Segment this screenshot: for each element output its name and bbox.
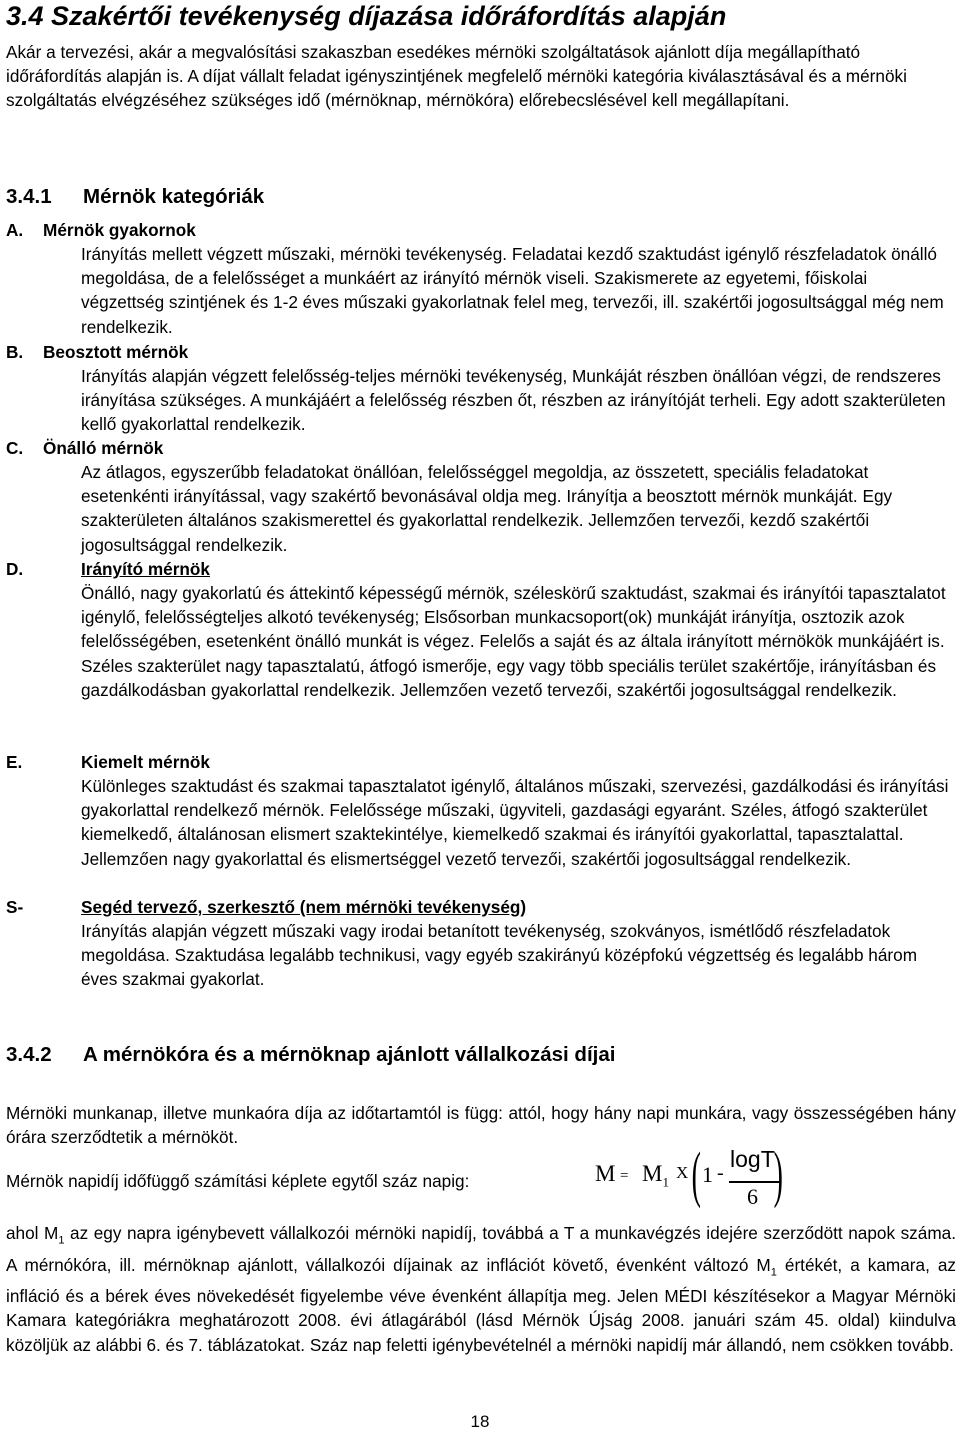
formula-m1: $M_1$ xyxy=(642,1161,669,1190)
formula-paren-left: ( xyxy=(691,1141,701,1209)
category-letter-d: D. xyxy=(6,559,24,579)
page-number: 18 xyxy=(470,1412,490,1431)
category-letter-e: E. xyxy=(6,752,23,772)
subsection-title: A mérnökóra és a mérnöknap ajánlott vállalkozási díjai xyxy=(83,1043,616,1066)
subsection-heading-3-4-1 xyxy=(6,184,264,210)
category-title-s: Segéd tervező, szerkesztő (nem mérnöki tevékenység) xyxy=(81,897,527,917)
formula-lhs: M xyxy=(595,1161,616,1186)
section-title: 3.4 Szakértői tevékenység díjazása időráfordítás alapján xyxy=(6,1,727,31)
subsection-heading-3-4-2 xyxy=(6,1042,615,1068)
formula-numerator: logT xyxy=(730,1146,775,1172)
formula-minus: - xyxy=(717,1162,724,1184)
category-body-s: Irányítás alapján végzett műszaki vagy irodai betanított tevékenység, szokványos, ismétlődő részfeladatok megoldása. Szaktudása legalább technikusi, vagy egyéb szakirányú középfokú végzettség és legalább három éves szakmai gyakorlat. xyxy=(81,921,918,990)
formula-paren-right: ) xyxy=(773,1141,783,1209)
category-letter-a: A. xyxy=(6,220,24,240)
formula-denominator: 6 xyxy=(747,1184,758,1209)
fee-duration-paragraph: Mérnöki munkanap, illetve munkaóra díja az időtartamtól is függ: attól, hogy hány napi munkára, vagy összességében hány órára szerződtetik a mérnököt. xyxy=(6,1103,956,1148)
category-letter-s: S- xyxy=(6,897,24,917)
subsection-number: 3.4.1 xyxy=(6,185,52,208)
category-title-a: Mérnök gyakornok xyxy=(43,220,196,240)
intro-paragraph: Akár a tervezési, akár a megvalósítási szakaszban esedékes mérnöki szolgáltatások ajánlott díja megállapítható időráfordítás alapján is. A díjat vállalt feladat igényszintjének megfelelő mérnöki kategória kiválasztásával és a mérnöki szolgáltatás elvégzéséhez szükséges idő (mérnöknap, mérnökóra) előrebecslésével kell megállapítani. xyxy=(6,42,907,111)
fee-explanation-paragraph: ahol $M_1$ az egy napra igénybevett vállalkozói mérnöki napidíj, továbbá a T a munkavégzés idejére szerződött napok száma. A mérnókóra, ill. mérnöknap ajánlott, vállalkozói díjainak az inflációt követő, évenként változó $M_1$ értékét, a kamara, az infláció és a bérek éves növekedését figyelembe véve évenként állapítja meg. Jelen MÉDI készítésekor a Magyar Mérnöki Kamara kategóriákra meghatározott 2008. évi átlagárából (lásd Mérnök Újság 2008. januári szám 45. oldal) kiindulva közöljük az alábbi 6. és 7. táblázatokat. Száz nap feletti igénybevételnél a mérnöki napidíj már állandó, nem csökken tovább. xyxy=(6,1223,957,1355)
formula-one: 1 xyxy=(702,1162,713,1187)
subsection-number: 3.4.2 xyxy=(6,1043,52,1066)
daily-fee-formula xyxy=(590,1141,790,1214)
formula-label: Mérnök napidíj időfüggő számítási képlete egytől száz napig: xyxy=(6,1171,470,1191)
formula-row xyxy=(6,1141,956,1214)
subsection-title: Mérnök kategóriák xyxy=(83,185,265,208)
category-body-d: Önálló, nagy gyakorlatú és áttekintő képességű mérnök, széleskörű szaktudást, szakmai és irányítói tapasztalatot igénylő, felelősségteljes alkotó tevékenység; Elsősorban munkacsoport(ok) munkáját irányítja, osztozik azok felelősségében, esetenként önálló munkát is végez. Felelős a saját és az általa irányított mérnökök munkájáért is. Széles szakterület nagy tapasztalatú, átfogó ismerője, egy vagy több speciális terület szakértője, irányításban és gazdálkodásban gyakorlattal rendelkezik. Jellemzően vezető tervezői, szakértői jogosultsággal rendelkezik. xyxy=(81,583,946,700)
category-title-e: Kiemelt mérnök xyxy=(81,752,210,772)
category-title-c: Önálló mérnök xyxy=(43,438,164,458)
category-title-b: Beosztott mérnök xyxy=(43,342,189,362)
formula-times: X xyxy=(676,1163,689,1182)
formula-equals: = xyxy=(620,1168,629,1184)
category-letter-c: C. xyxy=(6,438,24,458)
category-letter-b: B. xyxy=(6,342,24,362)
category-body-c: Az átlagos, egyszerűbb feladatokat önállóan, felelősséggel megoldja, az összetett, speciális feladatokat esetenkénti irányítással, vagy szakértő bevonásával oldja meg. Irányítja a beosztott mérnök munkáját. Egy szakterületen általános szakismerettel és gyakorlattal rendelkezik. Jellemzően tervezői, kezdő szakértői jogosultsággal rendelkezik. xyxy=(81,462,893,555)
category-body-e: Különleges szaktudást és szakmai tapasztalatot igénylő, általános műszaki, szervezési, gazdálkodási és irányítási gyakorlattal rendelkező mérnök. Felelőssége műszaki, ügyviteli, gazdasági egyaránt. Széles, átfogó szakterület kiemelkedő, általánosan elismert szaktekintélye, kiemelkedő szakmai és irányítói gyakorlattal, tapasztalattal. Jellemzően nagy gyakorlattal és elismertséggel vezető tervezői, szakértői jogosultsággal rendelkezik. xyxy=(81,776,949,869)
category-body-a: Irányítás mellett végzett műszaki, mérnöki tevékenység. Feladatai kezdő szaktudást igénylő részfeladatok önálló megoldása, de a felelősséget a munkáért az irányító mérnök viseli. Szakismerete az egyetemi, főiskolai végzettség szintjének és 1-2 éves műszaki gyakorlatnak felel meg, tervezői, ill. szakértői jogosultsággal még nem rendelkezik. xyxy=(81,244,944,337)
category-body-b: Irányítás alapján végzett felelősség-teljes mérnöki tevékenység, Munkáját részben önállóan végzi, de rendszeres irányítása szükséges. A munkájáért a felelősség részben őt, részben az irányítóját terheli. Egy adott szakterületen kellő gyakorlattal rendelkezik. xyxy=(81,366,946,435)
category-title-d: Irányító mérnök xyxy=(81,559,210,579)
